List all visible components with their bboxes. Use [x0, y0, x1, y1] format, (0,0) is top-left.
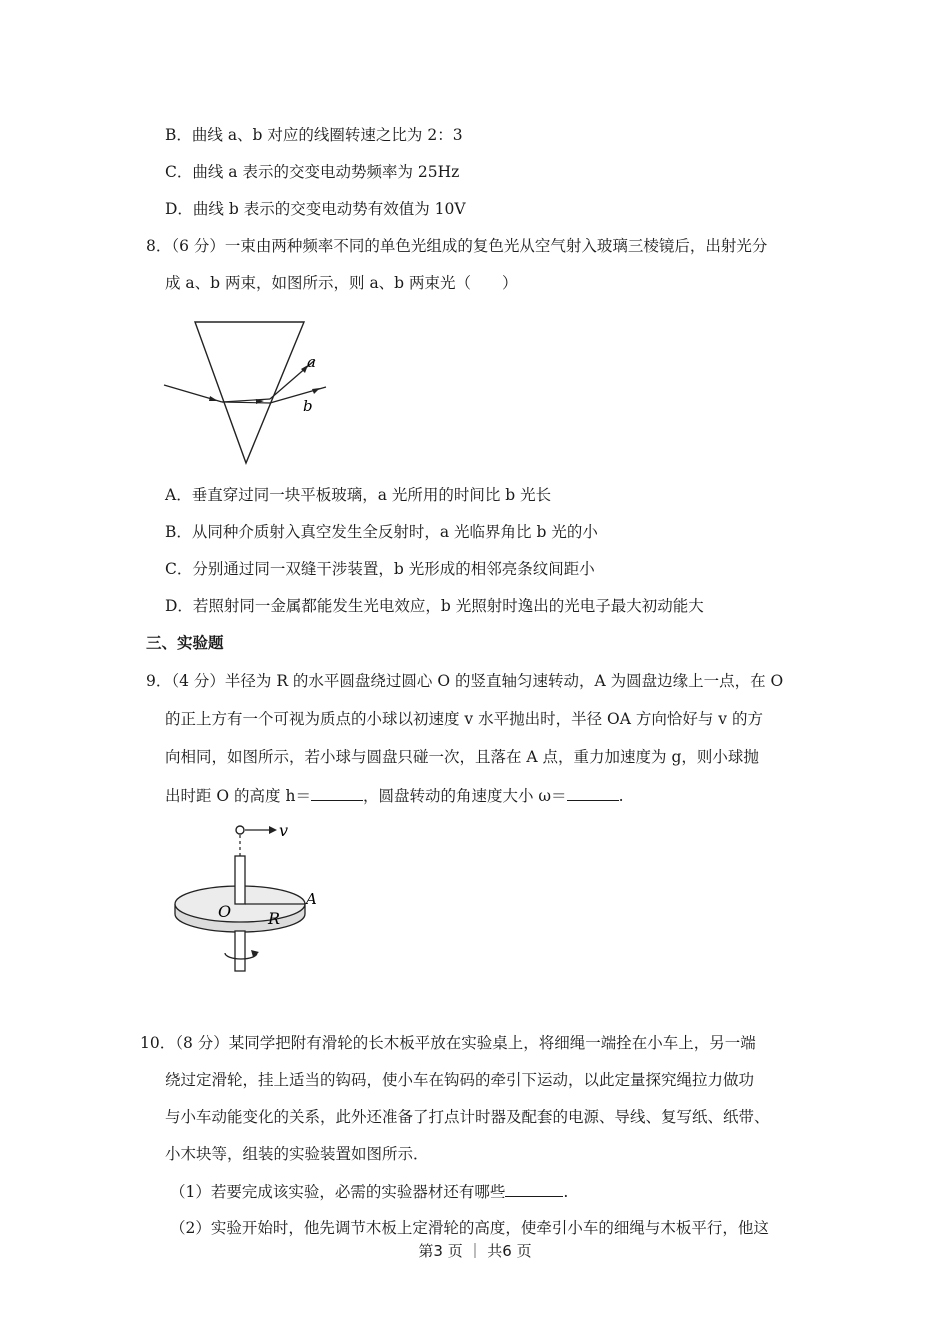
- label-o: O: [218, 902, 232, 921]
- label-r: R: [268, 909, 281, 928]
- q9-stem-line4: [165, 784, 624, 807]
- refracted-ray-2: [222, 399, 270, 402]
- q8-option-a: A．垂直穿过同一块平板玻璃，a 光所用的时间比 b 光长: [165, 486, 552, 504]
- q8-stem-line2: 成 a、b 两束，如图所示，则 a、b 两束光（ ）: [165, 274, 518, 292]
- q10-stem-line3: 与小车动能变化的关系，此外还准备了打点计时器及配套的电源、导线、复写纸、纸带、: [165, 1108, 770, 1126]
- label-v: v: [279, 821, 289, 840]
- q9-text-a: 出时距 O 的高度 h＝: [165, 787, 311, 805]
- prism-figure: [160, 315, 335, 470]
- q7-option-b: B．曲线 a、b 对应的线圈转速之比为 2：3: [165, 126, 463, 144]
- q9-stem-line1: 9．（4 分）半径为 R 的水平圆盘绕过圆心 O 的竖直轴匀速转动，A 为圆盘边缘上一点，在 O: [146, 672, 784, 690]
- q10-stem-line4: 小木块等，组装的实验装置如图所示．: [165, 1145, 429, 1163]
- q8-option-d: D．若照射同一金属都能发生光电效应，b 光照射时逸出的光电子最大初动能大: [165, 597, 704, 615]
- q8-option-c: C．分别通过同一双缝干涉装置，b 光形成的相邻亮条纹间距小: [165, 560, 595, 578]
- q9-blank-omega[interactable]: [567, 784, 619, 801]
- label-b: b: [303, 397, 313, 415]
- q9-stem-line3: 向相同，如图所示，若小球与圆盘只碰一次，且落在 A 点，重力加速度为 g，则小球抛: [165, 748, 759, 766]
- q9-text-c: .: [618, 787, 624, 805]
- q8-option-b: B．从同种介质射入真空发生全反射时，a 光临界角比 b 光的小: [165, 523, 598, 541]
- q8-stem-line1: 8．（6 分）一束由两种频率不同的单色光组成的复色光从空气射入玻璃三棱镜后，出射光分: [146, 237, 768, 255]
- q9-stem-line2: 的正上方有一个可视为质点的小球以初速度 v 水平抛出时，半径 OA 方向恰好与 v 的方: [165, 710, 763, 728]
- q9-blank-height[interactable]: [311, 784, 363, 801]
- q10-sub1: [170, 1180, 568, 1203]
- q10-sub1-end: .: [563, 1183, 569, 1201]
- label-a-point: A: [306, 890, 317, 908]
- page-footer: 第3 页 ｜ 共6 页: [418, 1242, 532, 1260]
- section-title: 三、实验题: [146, 633, 224, 652]
- q10-blank-equipment[interactable]: [505, 1180, 563, 1197]
- disc-figure: [165, 818, 330, 978]
- axle: [235, 856, 245, 904]
- q10-sub1-text: （1）若要完成该实验，必需的实验器材还有哪些: [170, 1183, 506, 1201]
- prism-triangle: [195, 322, 304, 463]
- q9-text-b: ，圆盘转动的角速度大小 ω＝: [362, 787, 567, 805]
- ball: [236, 826, 244, 834]
- q10-sub2: （2）实验开始时，他先调节木板上定滑轮的高度，使牵引小车的细绳与木板平行，他这: [170, 1219, 769, 1237]
- q10-stem-line1: 10．（8 分）某同学把附有滑轮的长木板平放在实验桌上，将细绳一端拴在小车上，另一端: [140, 1034, 756, 1052]
- q7-option-c: C．曲线 a 表示的交变电动势频率为 25Hz: [165, 163, 460, 181]
- q10-stem-line2: 绕过定滑轮，挂上适当的钩码，使小车在钩码的牵引下运动，以此定量探究绳拉力做功: [165, 1071, 755, 1089]
- q7-option-d: D．曲线 b 表示的交变电动势有效值为 10V: [165, 200, 466, 218]
- label-a: a: [307, 353, 316, 371]
